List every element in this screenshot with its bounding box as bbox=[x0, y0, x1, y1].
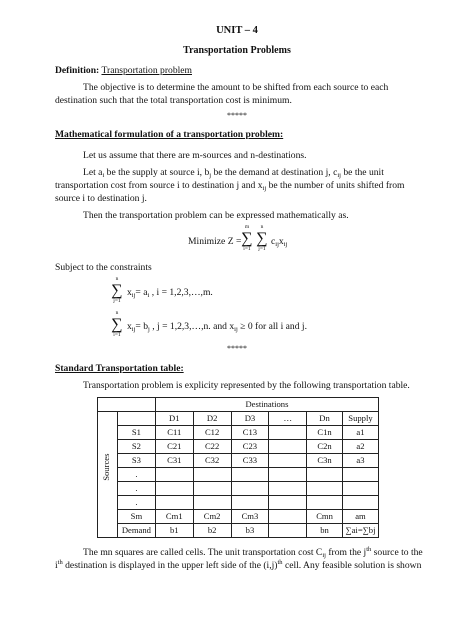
table-cell: C3n bbox=[307, 454, 343, 468]
table-cell bbox=[269, 426, 307, 440]
table-cell: C13 bbox=[231, 426, 269, 440]
table-row bbox=[98, 496, 379, 510]
table-row bbox=[98, 454, 379, 468]
table-cell bbox=[307, 468, 343, 482]
table-cell: C2n bbox=[307, 440, 343, 454]
definition-term: Transportation problem bbox=[101, 65, 192, 76]
column-header: D1 bbox=[155, 412, 193, 426]
table-row bbox=[98, 510, 379, 524]
footer-line-2: $i^{th}$ destination is displayed in the upper left side of the $(i,j)^{th}$ cell. Any feasible solution is shown bbox=[55, 559, 422, 571]
table-cell: a3 bbox=[342, 454, 378, 468]
definitions-line-2: transportation cost from source i to destination j and $x_{ij}$ be the number of units shifted from bbox=[55, 180, 405, 192]
column-header: Dn bbox=[307, 412, 343, 426]
table-cell bbox=[269, 510, 307, 524]
table-cell: C33 bbox=[231, 454, 269, 468]
column-header: Supply bbox=[342, 412, 378, 426]
table-cell: C22 bbox=[193, 440, 231, 454]
standard-table-heading: Standard Transportation table: bbox=[55, 363, 184, 374]
objective-line-2: destination such that the total transportation cost is minimum. bbox=[55, 95, 292, 106]
sources-label: Sources bbox=[101, 453, 112, 481]
table-cell bbox=[307, 496, 343, 510]
destinations-label: Destinations bbox=[155, 398, 378, 412]
sum-over-i: m ∑ i=1 bbox=[241, 224, 253, 252]
table-cell bbox=[155, 468, 193, 482]
subject-to: Subject to the constraints bbox=[55, 262, 152, 273]
table-row bbox=[98, 426, 379, 440]
table-cell bbox=[342, 496, 378, 510]
sum-over-j: n ∑ j=1 bbox=[256, 224, 268, 252]
definition-line bbox=[55, 65, 192, 78]
row-label: Sm bbox=[117, 510, 155, 524]
table-cell: C23 bbox=[231, 440, 269, 454]
objective-term: $c_{ij}x_{ij}$ bbox=[271, 236, 288, 248]
table-cell bbox=[269, 482, 307, 496]
table-cell: Cmn bbox=[307, 510, 343, 524]
definition-label: Definition: bbox=[55, 65, 100, 76]
definitions-line-3: source i to destination j. bbox=[55, 193, 147, 204]
header-blank bbox=[117, 412, 155, 426]
corner-cell bbox=[98, 398, 156, 412]
row-label: . bbox=[117, 468, 155, 482]
table-row bbox=[98, 398, 379, 412]
table-cell bbox=[269, 440, 307, 454]
table-cell: Cm2 bbox=[193, 510, 231, 524]
table-header-row bbox=[98, 412, 379, 426]
table-cell bbox=[231, 482, 269, 496]
transportation-table bbox=[97, 397, 379, 538]
table-cell: C21 bbox=[155, 440, 193, 454]
table-cell bbox=[193, 482, 231, 496]
table-cell bbox=[269, 468, 307, 482]
demand-label: Demand bbox=[117, 524, 155, 538]
column-header: D2 bbox=[193, 412, 231, 426]
table-row bbox=[98, 440, 379, 454]
constraint-1-sum: n ∑ j=1 bbox=[111, 276, 123, 304]
table-row bbox=[98, 468, 379, 482]
column-header: D3 bbox=[231, 412, 269, 426]
demand-cell: bn bbox=[307, 524, 343, 538]
page-title: Transportation Problems bbox=[183, 45, 291, 56]
table-cell: C31 bbox=[155, 454, 193, 468]
constraint-1: $x_{ij}= a_i$ , i = 1,2,3,…,m. bbox=[127, 287, 213, 299]
demand-cell bbox=[269, 524, 307, 538]
assume-text: Let us assume that there are m-sources and n-destinations. bbox=[83, 150, 307, 161]
table-cell bbox=[342, 482, 378, 496]
demand-cell: b3 bbox=[231, 524, 269, 538]
unit-heading: UNIT – 4 bbox=[216, 25, 258, 36]
table-cell: a1 bbox=[342, 426, 378, 440]
column-header: … bbox=[269, 412, 307, 426]
sources-label-cell bbox=[98, 412, 118, 538]
table-cell: C11 bbox=[155, 426, 193, 440]
table-cell bbox=[155, 482, 193, 496]
footer-line-1: The mn squares are called cells. The unit transportation cost $C_{ij}$ from the $j^{th}$ source to the bbox=[83, 546, 423, 559]
demand-cell: ∑ai=∑bj bbox=[342, 524, 378, 538]
table-cell bbox=[231, 468, 269, 482]
row-label: S3 bbox=[117, 454, 155, 468]
table-row bbox=[98, 482, 379, 496]
row-label: . bbox=[117, 482, 155, 496]
table-cell bbox=[193, 496, 231, 510]
row-label: S1 bbox=[117, 426, 155, 440]
demand-cell: b1 bbox=[155, 524, 193, 538]
separator-stars-2: ***** bbox=[227, 344, 247, 353]
then-text: Then the transportation problem can be expressed mathematically as. bbox=[83, 210, 349, 221]
demand-row bbox=[98, 524, 379, 538]
table-cell bbox=[307, 482, 343, 496]
formulation-heading: Mathematical formulation of a transportation problem: bbox=[55, 129, 284, 140]
table-cell: C1n bbox=[307, 426, 343, 440]
standard-table-intro: Transportation problem is explicity represented by the following transportation table. bbox=[83, 380, 410, 391]
separator-stars-1: ***** bbox=[227, 111, 247, 120]
table-cell bbox=[269, 454, 307, 468]
objective-line-1: The objective is to determine the amount to be shifted from each source to each bbox=[83, 82, 389, 93]
table-cell: am bbox=[342, 510, 378, 524]
table-cell: C12 bbox=[193, 426, 231, 440]
demand-cell: b2 bbox=[193, 524, 231, 538]
minimize-label: Minimize Z = bbox=[188, 236, 242, 247]
table-cell bbox=[193, 468, 231, 482]
table-cell bbox=[231, 496, 269, 510]
table-cell bbox=[269, 496, 307, 510]
table-cell: Cm1 bbox=[155, 510, 193, 524]
table-cell: C32 bbox=[193, 454, 231, 468]
row-label: S2 bbox=[117, 440, 155, 454]
constraint-2-sum: n ∑ i=1 bbox=[111, 310, 123, 338]
table-cell: a2 bbox=[342, 440, 378, 454]
row-label: . bbox=[117, 496, 155, 510]
definitions-line-1: Let $a_i$ be the supply at source i, $b_j$ be the demand at destination j, $c_{ij}$ be the unit bbox=[83, 167, 384, 179]
table-cell bbox=[155, 496, 193, 510]
constraint-2: $x_{ij}= b_j$ , j = 1,2,3,…,n. and $x_{ij} \ge 0$ for all i and j. bbox=[127, 321, 307, 333]
table-cell: Cm3 bbox=[231, 510, 269, 524]
table-cell bbox=[342, 468, 378, 482]
